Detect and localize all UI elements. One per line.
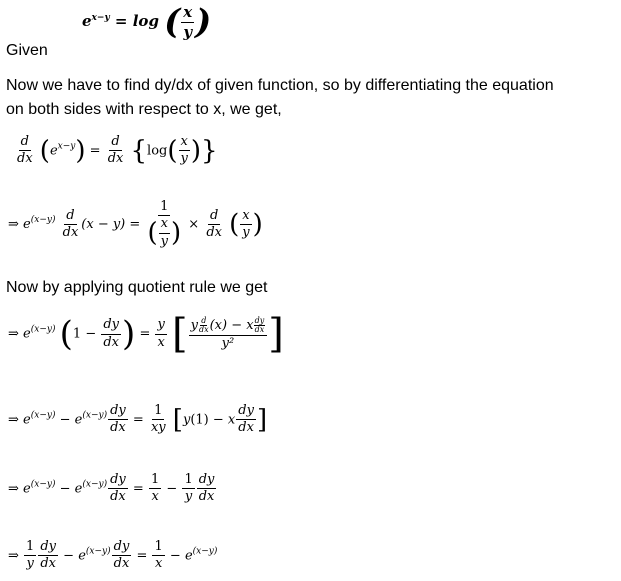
equation-3: ⇒ $e^{(x-y)}$ (1 − $\frac{dy}{dx}$ ) = $\frac{y}{x}$ [ y $\frac{d}{dx}$ (x) − x $\frac{dy}{dx}$ y² ] [8,311,284,357]
equation-2: ⇒ $e^{(x-y)}$ $\frac{d}{dx}$ (x − y) = 1 ( $\frac{x}{y}$ ) × $\frac{d}{dx}$ ( $\frac{x}{y}$ ) [8,199,263,249]
paragraph-line-2: on both sides with respect to x, we get, [6,101,282,118]
equation-6: ⇒ $\frac{1}{y}$ $\frac{dy}{dx}$ − $e^{(x-y)}$ $\frac{dy}{dx}$ = $\frac{1}{x}$ − $e^{(x-y)}$ [8,539,218,572]
paragraph-quotient-rule: Now by applying quotient rule we get [6,279,268,296]
equation-1: $\frac{d}{dx}$ $(e^{x-y})$ = $\frac{d}{dx}$ {log( $\frac{x}{y}$ )} [17,134,218,167]
given-label: Given [6,42,48,59]
given-equation: $e^{x-y} = \log$ ( $\frac{x}{y}$ ) [82,2,212,42]
equation-4: ⇒ $e^{(x-y)} - e^{(x-y)}$ $\frac{dy}{dx}$ = $\frac{1}{xy}$ [y(1) − x $\frac{dy}{dx}$ ] [8,403,268,436]
equation-5: ⇒ $e^{(x-y)} - e^{(x-y)}$ $\frac{dy}{dx}$ = $\frac{1}{x}$ − $\frac{1}{y}$ $\frac{dy}{dx}$ [8,472,215,505]
paragraph-line-1: Now we have to find dy/dx of given function, so by differentiating the equation [6,77,554,94]
